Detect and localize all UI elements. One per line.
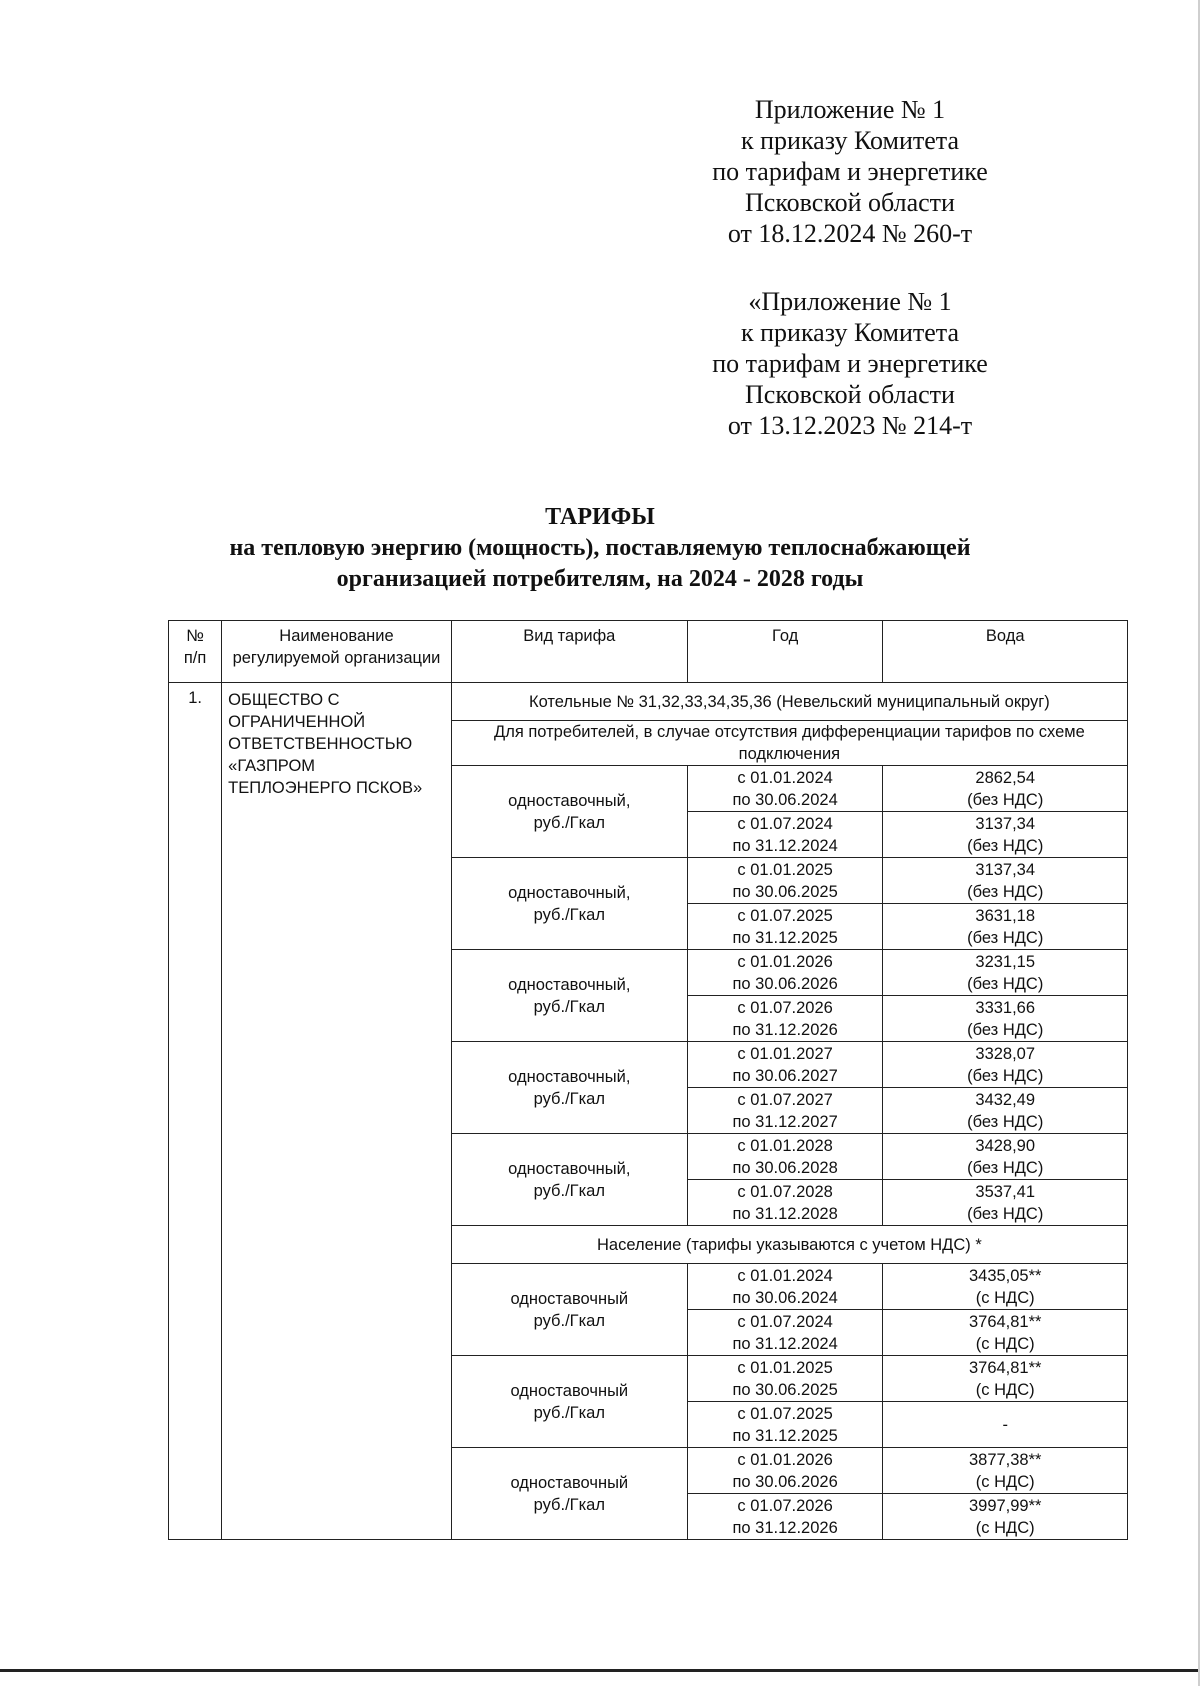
- period-cell: [687, 1356, 883, 1402]
- tariff-value: 3997,99**: [968, 1496, 1042, 1515]
- quoted-header-line: к приказу Комитета: [740, 318, 959, 347]
- tariff-value-cell: [883, 766, 1128, 812]
- period-from: с 01.07.2026: [737, 1496, 833, 1515]
- organization-name: ОБЩЕСТВО С ОГРАНИЧЕННОЙ ОТВЕТСТВЕННОСТЬЮ «ГАЗПРОМ ТЕПЛОЭНЕРГО ПСКОВ»: [222, 683, 452, 1540]
- tariff-type-line: одноставочный,: [508, 1159, 631, 1178]
- tariff-value: 3537,41: [975, 1182, 1036, 1201]
- period-cell: [687, 996, 883, 1042]
- title-line-2: на тепловую энергию (мощность), поставляемую теплоснабжающей: [229, 535, 971, 561]
- period-cell: [687, 812, 883, 858]
- vat-note: (с НДС): [975, 1380, 1035, 1399]
- period-to: по 31.12.2025: [732, 928, 838, 947]
- period-cell: [687, 1134, 883, 1180]
- period-cell: [687, 1310, 883, 1356]
- period-cell: [687, 1088, 883, 1134]
- appendix-header-line: к приказу Комитета: [740, 126, 959, 155]
- tariff-value-cell: [883, 950, 1128, 996]
- period-to: по 30.06.2027: [732, 1066, 838, 1085]
- vat-note: (без НДС): [967, 1020, 1044, 1039]
- boilers-row: [169, 683, 1128, 721]
- tariff-type-cell: [451, 1356, 687, 1448]
- tariff-type-line: одноставочный,: [508, 883, 631, 902]
- vat-note: (с НДС): [975, 1518, 1035, 1537]
- tariff-table: [168, 620, 1128, 1540]
- period-cell: [687, 1180, 883, 1226]
- tariff-value: 3877,38**: [968, 1450, 1042, 1469]
- period-cell: [687, 1448, 883, 1494]
- tariff-value-cell: [883, 812, 1128, 858]
- title-line-1: ТАРИФЫ: [545, 504, 655, 530]
- tariff-value: -: [1002, 1415, 1008, 1434]
- appendix-header-line: по тарифам и энергетике: [712, 157, 988, 186]
- tariff-type-line: руб./Гкал: [533, 1403, 605, 1422]
- tariff-type-line: руб./Гкал: [533, 813, 605, 832]
- tariff-type-line: одноставочный,: [508, 975, 631, 994]
- tariff-value-cell: [883, 1264, 1128, 1310]
- vat-note: (без НДС): [967, 1158, 1044, 1177]
- tariff-type-cell: [451, 766, 687, 858]
- tariff-value-cell: [883, 1042, 1128, 1088]
- vat-note: (с НДС): [975, 1472, 1035, 1491]
- vat-note: (с НДС): [975, 1288, 1035, 1307]
- tariff-type-line: руб./Гкал: [533, 1311, 605, 1330]
- tariff-type-cell: [451, 1042, 687, 1134]
- table-header-row: [169, 621, 1128, 683]
- tariff-value-cell: [883, 1402, 1128, 1448]
- period-to: по 31.12.2024: [732, 1334, 838, 1353]
- period-to: по 30.06.2025: [732, 1380, 838, 1399]
- tariff-type-line: одноставочный,: [508, 1067, 631, 1086]
- tariff-value: 3137,34: [975, 814, 1036, 833]
- tariff-value-cell: [883, 858, 1128, 904]
- quoted-header-line: от 13.12.2023 № 214-т: [727, 411, 973, 440]
- row-number: 1.: [169, 683, 222, 1540]
- tariff-value: 3331,66: [975, 998, 1036, 1017]
- tariff-type-cell: [451, 1264, 687, 1356]
- tariff-value: 2862,54: [975, 768, 1036, 787]
- tariff-value: 3631,18: [975, 906, 1036, 925]
- tariff-value-cell: [883, 1494, 1128, 1540]
- period-from: с 01.01.2026: [737, 952, 833, 971]
- vat-note: (без НДС): [967, 1066, 1044, 1085]
- period-cell: [687, 858, 883, 904]
- tariff-value: 3137,34: [975, 860, 1036, 879]
- period-cell: [687, 1264, 883, 1310]
- tariff-value-cell: [883, 1448, 1128, 1494]
- quoted-header-line: Псковской области: [745, 380, 955, 409]
- appendix-header-line: Приложение № 1: [754, 95, 946, 124]
- period-to: по 30.06.2024: [732, 790, 838, 809]
- tariff-value: 3328,07: [975, 1044, 1036, 1063]
- scan-edge-line: [0, 1669, 1200, 1672]
- tariff-value: 3428,90: [975, 1136, 1036, 1155]
- quoted-header-line: по тарифам и энергетике: [712, 349, 988, 378]
- vat-note: (без НДС): [967, 836, 1044, 855]
- appendix-header-line: от 18.12.2024 № 260-т: [727, 219, 973, 248]
- appendix-header-line: Псковской области: [745, 188, 955, 217]
- period-from: с 01.01.2027: [737, 1044, 833, 1063]
- tariff-type-line: руб./Гкал: [533, 1089, 605, 1108]
- tariff-type-line: одноставочный: [510, 1289, 629, 1308]
- vat-note: (без НДС): [967, 790, 1044, 809]
- header-water: Вода: [883, 621, 1128, 683]
- vat-note: (без НДС): [967, 1204, 1044, 1223]
- tariff-value: 3432,49: [975, 1090, 1036, 1109]
- tariff-value: 3764,81**: [968, 1312, 1042, 1331]
- period-to: по 31.12.2026: [732, 1020, 838, 1039]
- tariff-value: 3435,05**: [968, 1266, 1042, 1285]
- period-cell: [687, 1402, 883, 1448]
- period-to: по 30.06.2025: [732, 882, 838, 901]
- period-to: по 30.06.2026: [732, 974, 838, 993]
- period-from: с 01.07.2025: [737, 906, 833, 925]
- period-cell: [687, 766, 883, 812]
- period-from: с 01.01.2028: [737, 1136, 833, 1155]
- period-from: с 01.01.2025: [737, 860, 833, 879]
- period-to: по 31.12.2025: [732, 1426, 838, 1445]
- tariff-type-line: одноставочный: [510, 1473, 629, 1492]
- tariff-type-line: одноставочный: [510, 1381, 629, 1400]
- header-number: № п/п: [169, 621, 222, 683]
- period-to: по 30.06.2026: [732, 1472, 838, 1491]
- period-from: с 01.07.2024: [737, 1312, 833, 1331]
- period-cell: [687, 1494, 883, 1540]
- period-from: с 01.01.2024: [737, 768, 833, 787]
- tariff-type-line: руб./Гкал: [533, 1181, 605, 1200]
- period-from: с 01.01.2026: [737, 1450, 833, 1469]
- document-title: [150, 502, 1050, 595]
- tariff-type-line: руб./Гкал: [533, 1495, 605, 1514]
- period-to: по 31.12.2026: [732, 1518, 838, 1537]
- vat-note: (без НДС): [967, 928, 1044, 947]
- tariff-type-line: одноставочный,: [508, 791, 631, 810]
- tariff-value-cell: [883, 1180, 1128, 1226]
- period-cell: [687, 904, 883, 950]
- tariff-type-cell: [451, 1448, 687, 1540]
- period-from: с 01.07.2026: [737, 998, 833, 1017]
- tariff-value-cell: [883, 1134, 1128, 1180]
- period-from: с 01.07.2025: [737, 1404, 833, 1423]
- period-to: по 31.12.2024: [732, 836, 838, 855]
- quoted-appendix-header: [650, 286, 1050, 441]
- period-to: по 31.12.2027: [732, 1112, 838, 1131]
- tariff-value-cell: [883, 1088, 1128, 1134]
- period-from: с 01.01.2024: [737, 1266, 833, 1285]
- header-organization: Наименование регулируемой организации: [222, 621, 452, 683]
- vat-note: (без НДС): [967, 974, 1044, 993]
- vat-note: (с НДС): [975, 1334, 1035, 1353]
- tariff-value: 3231,15: [975, 952, 1036, 971]
- title-line-3: организацией потребителям, на 2024 - 2028 годы: [336, 566, 864, 592]
- tariff-value-cell: [883, 996, 1128, 1042]
- population-heading: Население (тарифы указываются с учетом НДС) *: [451, 1226, 1127, 1264]
- quoted-header-line: «Приложение № 1: [748, 287, 952, 316]
- period-from: с 01.07.2028: [737, 1182, 833, 1201]
- period-from: с 01.07.2027: [737, 1090, 833, 1109]
- period-to: по 30.06.2028: [732, 1158, 838, 1177]
- vat-note: (без НДС): [967, 1112, 1044, 1131]
- vat-note: (без НДС): [967, 882, 1044, 901]
- tariff-value-cell: [883, 904, 1128, 950]
- period-from: с 01.01.2025: [737, 1358, 833, 1377]
- tariff-type-line: руб./Гкал: [533, 997, 605, 1016]
- tariff-value-cell: [883, 1356, 1128, 1402]
- tariff-type-line: руб./Гкал: [533, 905, 605, 924]
- header-year: Год: [687, 621, 883, 683]
- tariff-table-container: [168, 620, 1128, 1540]
- tariff-value-cell: [883, 1310, 1128, 1356]
- period-from: с 01.07.2024: [737, 814, 833, 833]
- period-cell: [687, 950, 883, 996]
- tariff-value: 3764,81**: [968, 1358, 1042, 1377]
- tariff-type-cell: [451, 858, 687, 950]
- tariff-type-cell: [451, 1134, 687, 1226]
- period-to: по 31.12.2028: [732, 1204, 838, 1223]
- period-to: по 30.06.2024: [732, 1288, 838, 1307]
- header-tariff-type: Вид тарифа: [451, 621, 687, 683]
- appendix-header: [650, 94, 1050, 249]
- tariff-type-cell: [451, 950, 687, 1042]
- boilers-heading: Котельные № 31,32,33,34,35,36 (Невельский муниципальный округ): [451, 683, 1127, 721]
- consumers-heading: Для потребителей, в случае отсутствия дифференциации тарифов по схеме подключения: [451, 721, 1127, 766]
- period-cell: [687, 1042, 883, 1088]
